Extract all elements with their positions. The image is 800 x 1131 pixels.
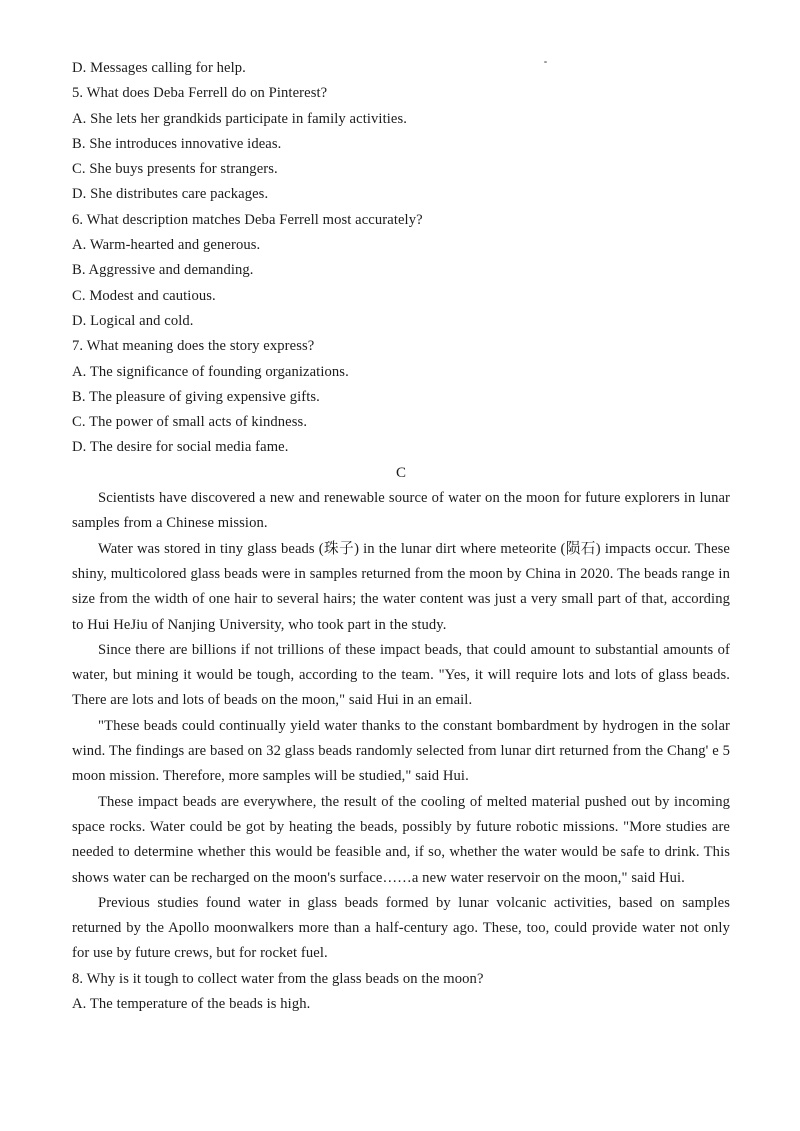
passage-paragraph-5: These impact beads are everywhere, the result of the cooling of melted material pushed out by incoming space rocks. Water could be got by heating the beads, possibly by future robotic missions. "More studies are needed to determine whether this would be feasible and, if so, whether the water would be safe to drink. This shows water can be recharged on the moon's surface……a new water reservoir on the moon," said Hui. [72, 793, 730, 886]
q6-option-b: B. Aggressive and demanding. [72, 262, 254, 279]
question-5: 5. What does Deba Ferrell do on Pinterest? [72, 85, 328, 102]
q5-option-b: B. She introduces innovative ideas. [72, 135, 282, 152]
passage-c [72, 486, 730, 967]
passage-paragraph-1: Scientists have discovered a new and renewable source of water on the moon for future explorers in lunar samples from a Chinese mission. [72, 490, 730, 532]
q7-option-a: A. The significance of founding organizations. [72, 363, 349, 380]
q7-option-b: B. The pleasure of giving expensive gifts. [72, 388, 320, 405]
q6-option-a: A. Warm-hearted and generous. [72, 237, 261, 254]
question-8-block [72, 967, 730, 1018]
q6-option-d: D. Logical and cold. [72, 312, 194, 329]
question-6: 6. What description matches Deba Ferrell most accurately? [72, 211, 423, 228]
section-c-heading: C [395, 464, 407, 481]
passage-paragraph-3: Since there are billions if not trillions of these impact beads, that could amount to substantial amounts of water, but mining it would be tough, according to the team. "Yes, it will require lots and lots of glass beads. There are lots and lots of beads on the moon," said Hui in an email. [72, 641, 730, 709]
q7-option-c: C. The power of small acts of kindness. [72, 414, 308, 431]
passage-paragraph-2: Water was stored in tiny glass beads (珠子) in the lunar dirt where meteorite (陨石) impacts occur. These shiny, multicolored glass beads were in samples returned from the moon by China in 2020. The beads range in size from the width of one hair to several hairs; the water content was just a very small part of that, according to Hui HeJiu of Nanjing University, who took part in the study. [72, 540, 730, 633]
q5-option-c: C. She buys presents for strangers. [72, 161, 278, 178]
q4-option-d: D. Messages calling for help. [72, 60, 246, 76]
q6-option-c: C. Modest and cautious. [72, 287, 216, 304]
q5-option-d: D. She distributes care packages. [72, 186, 269, 203]
question-7: 7. What meaning does the story express? [72, 338, 315, 355]
passage-paragraph-6: Previous studies found water in glass beads formed by lunar volcanic activities, based on samples returned by the Apollo moonwalkers more than a half-century ago. These, too, could provide water not only for use by future crews, but for rocket fuel. [72, 894, 730, 962]
question-8: 8. Why is it tough to collect water from the glass beads on the moon? [72, 970, 484, 987]
q7-option-d: D. The desire for social media fame. [72, 439, 289, 456]
passage-paragraph-4: "These beads could continually yield water thanks to the constant bombardment by hydrogen in the solar wind. The findings are based on 32 glass beads randomly selected from lunar dirt returned from the Chang' e 5 moon mission. Therefore, more samples will be studied," said Hui. [72, 717, 730, 785]
q8-option-a: A. The temperature of the beads is high. [72, 995, 311, 1012]
q5-option-a: A. She lets her grandkids participate in family activities. [72, 110, 407, 127]
questions-5-7-block [72, 56, 730, 461]
page-content [72, 56, 730, 1017]
